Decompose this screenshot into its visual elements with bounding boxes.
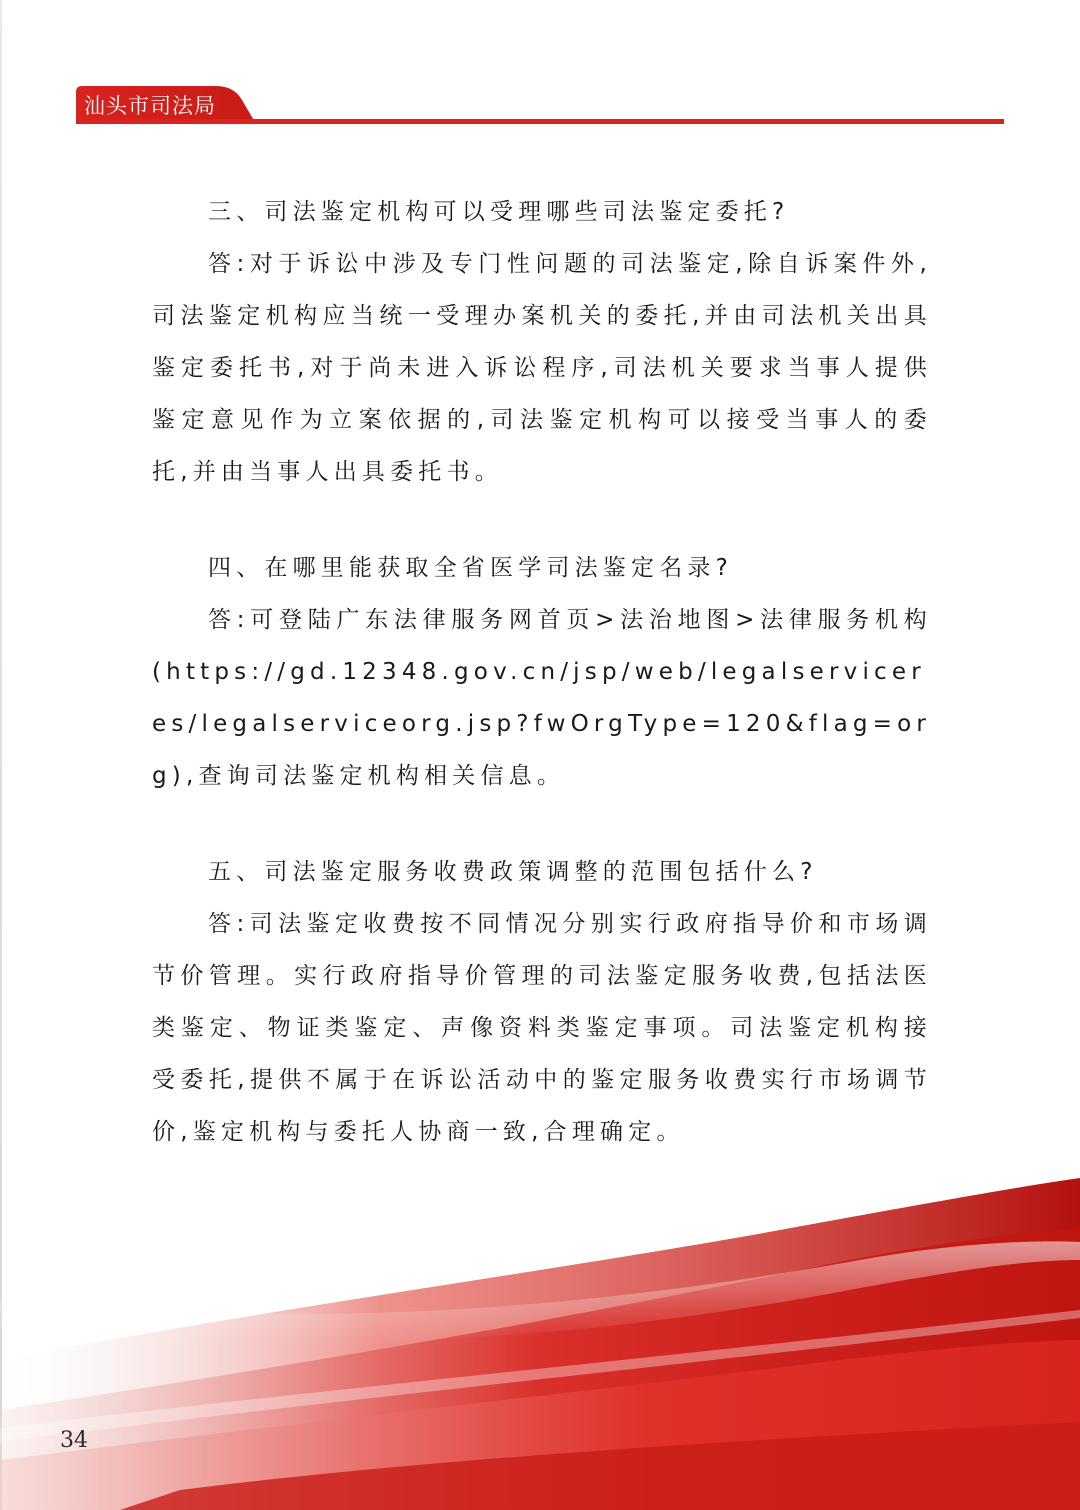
document-body [152,186,932,1202]
qa-section-3 [152,186,932,498]
header-rule [76,119,1004,124]
page-number: 34 [60,1428,88,1453]
question-heading: 四、在哪里能获取全省医学司法鉴定名录? [208,555,734,581]
answer-paragraph: 答:司法鉴定收费按不同情况分别实行政府指导价和市场调节价管理。实行政府指导价管理的司法鉴定服务收费,包括法医类鉴定、物证类鉴定、声像资料类鉴定事项。司法鉴定机构接受委托,提供不属于在诉讼活动中的鉴定服务收费实行市场调节价,鉴定机构与委托人协商一致,合理确定。 [152,911,932,1145]
answer-paragraph: 答:可登陆广东法律服务网首页>法治地图>法律服务机构(https://gd.12348.gov.cn/jsp/web/legalserviceres/legalserviceorg.jsp?fwOrgType=120&flag=org),查询司法鉴定机构相关信息。 [152,607,932,789]
footer-red-wave-decoration [0,1160,1080,1510]
answer-paragraph: 答:对于诉讼中涉及专门性问题的司法鉴定,除自诉案件外,司法鉴定机构应当统一受理办案机关的委托,并由司法机关出具鉴定委托书,对于尚未进入诉讼程序,司法机关要求当事人提供鉴定意见作为立案依据的,司法鉴定机构可以接受当事人的委托,并由当事人出具委托书。 [152,251,932,485]
header-title: 汕头市司法局 [84,94,216,118]
qa-section-5 [152,846,932,1158]
question-heading: 五、司法鉴定服务收费政策调整的范围包括什么? [208,859,818,885]
question-heading: 三、司法鉴定机构可以受理哪些司法鉴定委托? [208,199,790,225]
qa-section-4 [152,542,932,802]
